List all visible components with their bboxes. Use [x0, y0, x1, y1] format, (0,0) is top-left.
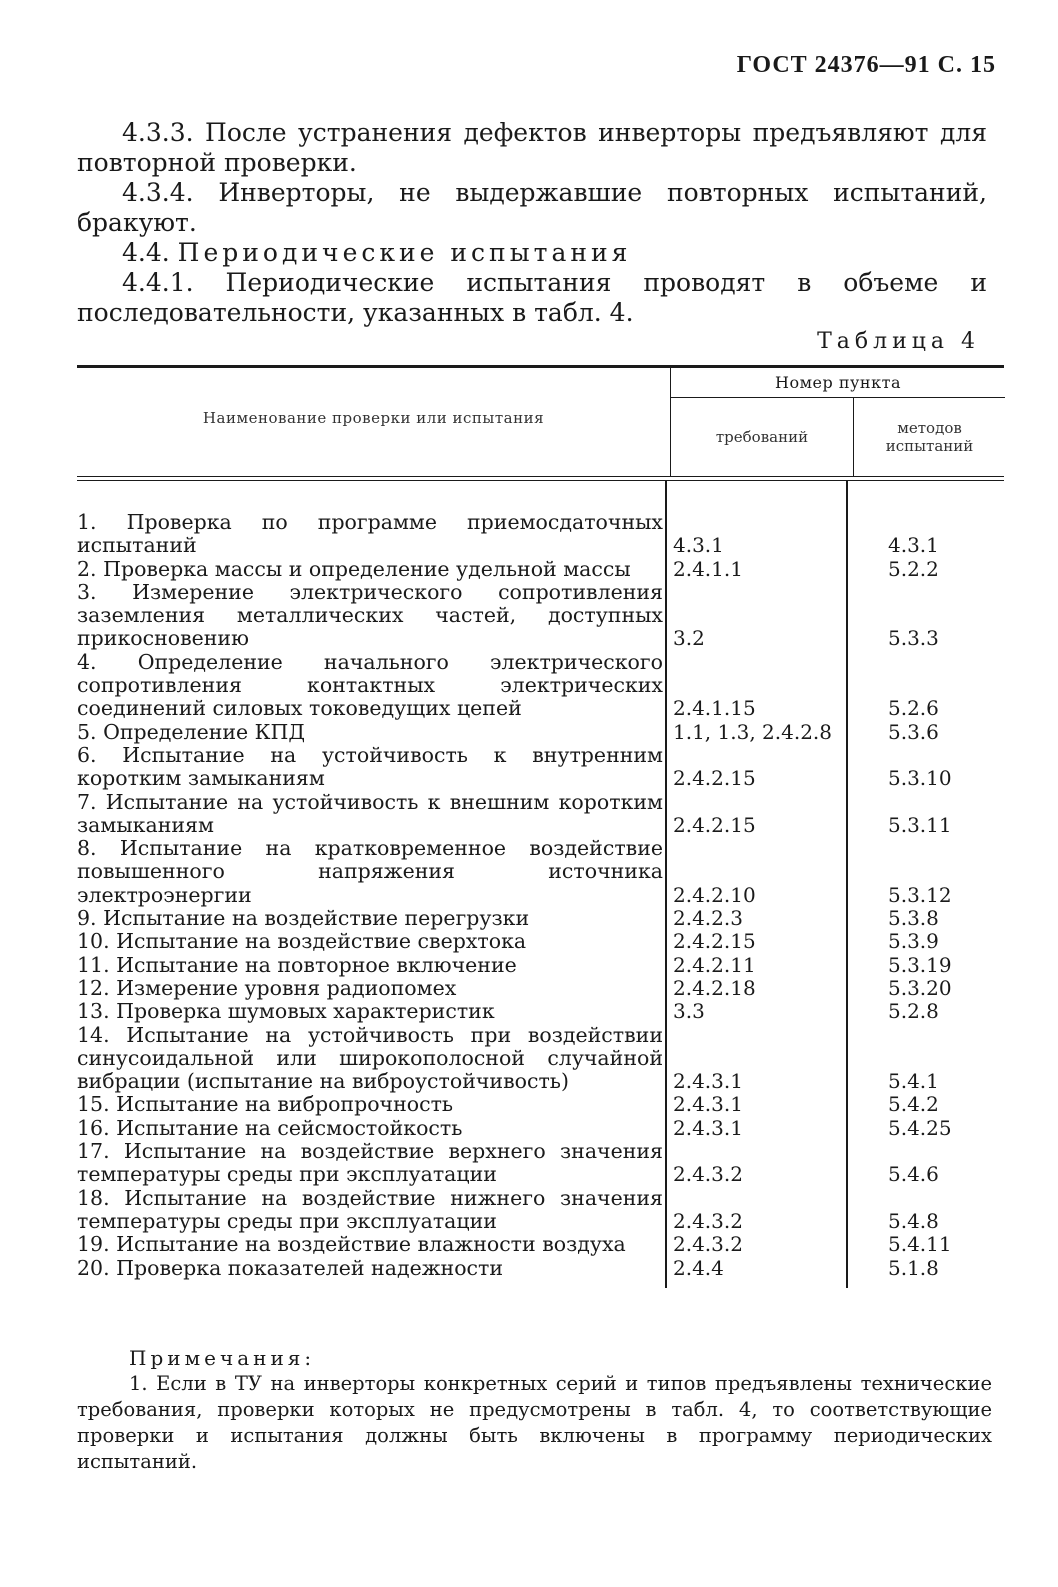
row-requirements: 2.4.2.18	[673, 975, 756, 1000]
row-name: 12. Измерение уровня радиопомех	[77, 975, 457, 1000]
row-requirements: 2.4.3.1	[673, 1115, 743, 1140]
row-methods: 5.3.3	[888, 626, 939, 651]
row-requirements: 2.4.2.10	[673, 882, 756, 907]
row-methods: 5.4.1	[888, 1069, 939, 1094]
table-row	[77, 558, 1004, 581]
row-methods: 5.3.19	[888, 952, 952, 977]
row-methods: 5.2.2	[888, 556, 939, 581]
row-name: 1. Проверка по программе приемосдаточных испытаний	[77, 510, 663, 558]
row-methods: 5.4.11	[888, 1232, 952, 1257]
row-methods: 5.4.25	[888, 1115, 952, 1140]
row-name: 20. Проверка показателей надежности	[77, 1255, 504, 1280]
row-name: 15. Испытание на вибропрочность	[77, 1092, 454, 1117]
row-requirements: 2.4.3.1	[673, 1092, 743, 1117]
row-requirements: 3.2	[673, 626, 705, 651]
row-methods: 5.4.6	[888, 1162, 939, 1187]
row-methods: 5.2.8	[888, 999, 939, 1024]
row-requirements: 2.4.3.1	[673, 1069, 743, 1094]
table-row	[77, 954, 1004, 977]
column-header-name: Наименование проверки или испытания	[202, 409, 545, 427]
table-row	[77, 1024, 1004, 1094]
row-name: 7. Испытание на устойчивость к внешним коротким замыканиям	[77, 789, 663, 837]
row-requirements: 2.4.3.2	[673, 1232, 743, 1257]
table-row	[77, 651, 1004, 721]
section-4-4-heading	[77, 238, 987, 268]
row-name: 14. Испытание на устойчивость при воздействии синусоидальной или широкополосной случайной вибрации (испытание на виброустойчивость)	[77, 1022, 663, 1094]
table-row	[77, 930, 1004, 953]
table-row	[77, 1187, 1004, 1234]
row-name: 4. Определение начального электрического сопротивления контактных электрических соединений силовых токоведущих цепей	[77, 649, 663, 721]
tests-table	[77, 365, 1004, 1280]
body-paragraphs	[77, 118, 987, 328]
row-methods: 5.3.11	[888, 812, 952, 837]
table-row	[77, 581, 1004, 651]
table-row	[77, 511, 1004, 558]
column-group-header	[670, 368, 1004, 476]
table-row	[77, 1233, 1004, 1256]
row-requirements: 2.4.3.2	[673, 1162, 743, 1187]
row-requirements: 2.4.2.15	[673, 929, 756, 954]
row-name: 3. Измерение электрического сопротивления заземления металлических частей, доступных прикосновению	[77, 579, 663, 651]
row-requirements: 2.4.2.3	[673, 906, 743, 931]
row-name: 9. Испытание на воздействие перегрузки	[77, 906, 530, 931]
row-name: 6. Испытание на устойчивость к внутренним коротким замыканиям	[77, 742, 663, 791]
row-methods: 5.3.10	[888, 766, 952, 791]
row-requirements: 2.4.4	[673, 1255, 724, 1280]
row-name: 19. Испытание на воздействие влажности воздуха	[77, 1232, 626, 1257]
row-methods: 5.4.2	[888, 1092, 939, 1117]
row-requirements: 2.4.1.15	[673, 696, 756, 721]
row-name: 2. Проверка массы и определение удельной массы	[77, 556, 631, 581]
row-methods: 5.3.12	[888, 882, 952, 907]
row-name: 16. Испытание на сейсмостойкость	[77, 1115, 463, 1140]
table-body	[77, 481, 1004, 1280]
page-header: ГОСТ 24376—91 С. 15	[736, 52, 996, 78]
table-caption: Таблица 4	[817, 329, 980, 354]
row-requirements: 4.3.1	[673, 533, 724, 558]
table-header	[77, 368, 1004, 476]
row-name: 11. Испытание на повторное включение	[77, 952, 517, 977]
table-row	[77, 721, 1004, 744]
notes-section	[77, 1345, 992, 1475]
row-methods: 5.3.20	[888, 975, 952, 1000]
row-methods: 5.3.6	[888, 719, 939, 744]
table-row	[77, 1140, 1004, 1187]
table-row	[77, 1000, 1004, 1023]
row-requirements: 2.4.3.2	[673, 1208, 743, 1233]
row-name: 10. Испытание на воздействие сверхтока	[77, 929, 527, 954]
row-requirements: 2.4.1.1	[673, 556, 743, 581]
row-methods: 5.3.9	[888, 929, 939, 954]
note-1: 1. Если в ТУ на инверторы конкретных серий и типов предъявлены технические требования, проверки которых не предусмотрены в табл. 4, то соответствующие проверки и испытания должны быть включены в программу периодических испытаний.	[77, 1372, 992, 1473]
row-methods: 4.3.1	[888, 533, 939, 558]
paragraph-4-4-1: 4.4.1. Периодические испытания проводят в объеме и последовательности, указанных в табл. 4.	[77, 268, 987, 327]
table-row	[77, 837, 1004, 907]
column-header-methods: методов испытаний	[853, 398, 1005, 476]
row-name: 5. Определение КПД	[77, 719, 306, 744]
row-name: 13. Проверка шумовых характеристик	[77, 999, 495, 1024]
row-methods: 5.2.6	[888, 696, 939, 721]
row-methods: 5.4.8	[888, 1208, 939, 1233]
table-row	[77, 1257, 1004, 1280]
table-row	[77, 1093, 1004, 1116]
row-methods: 5.1.8	[888, 1255, 939, 1280]
column-subheaders	[671, 398, 1005, 476]
table-row	[77, 791, 1004, 838]
row-name: 17. Испытание на воздействие верхнего значения температуры среды при эксплуатации	[77, 1139, 663, 1187]
row-requirements: 2.4.2.15	[673, 812, 756, 837]
row-requirements: 2.4.2.15	[673, 766, 756, 791]
paragraph-4-3-4: 4.3.4. Инверторы, не выдержавшие повторных испытаний, бракуют.	[77, 178, 987, 237]
row-requirements: 3.3	[673, 999, 705, 1024]
row-name: 18. Испытание на воздействие нижнего значения температуры среды при эксплуатации	[77, 1185, 663, 1233]
table-row	[77, 907, 1004, 930]
table-row	[77, 977, 1004, 1000]
table-row	[77, 1117, 1004, 1140]
column-group-title: Номер пункта	[671, 368, 1005, 398]
row-name: 8. Испытание на кратковременное воздействие повышенного напряжения источника электроэнергии	[77, 836, 663, 907]
paragraph-4-3-3: 4.3.3. После устранения дефектов инверторы предъявляют для повторной проверки.	[77, 118, 987, 177]
row-requirements: 2.4.2.11	[673, 952, 756, 977]
notes-title: Примечания:	[129, 1346, 316, 1370]
row-requirements: 1.1, 1.3, 2.4.2.8	[673, 719, 833, 744]
row-methods: 5.3.8	[888, 906, 939, 931]
column-header-requirements: требований	[715, 428, 809, 446]
section-title: Периодические испытания	[177, 238, 632, 267]
table-row	[77, 744, 1004, 791]
section-number: 4.4.	[122, 238, 170, 267]
